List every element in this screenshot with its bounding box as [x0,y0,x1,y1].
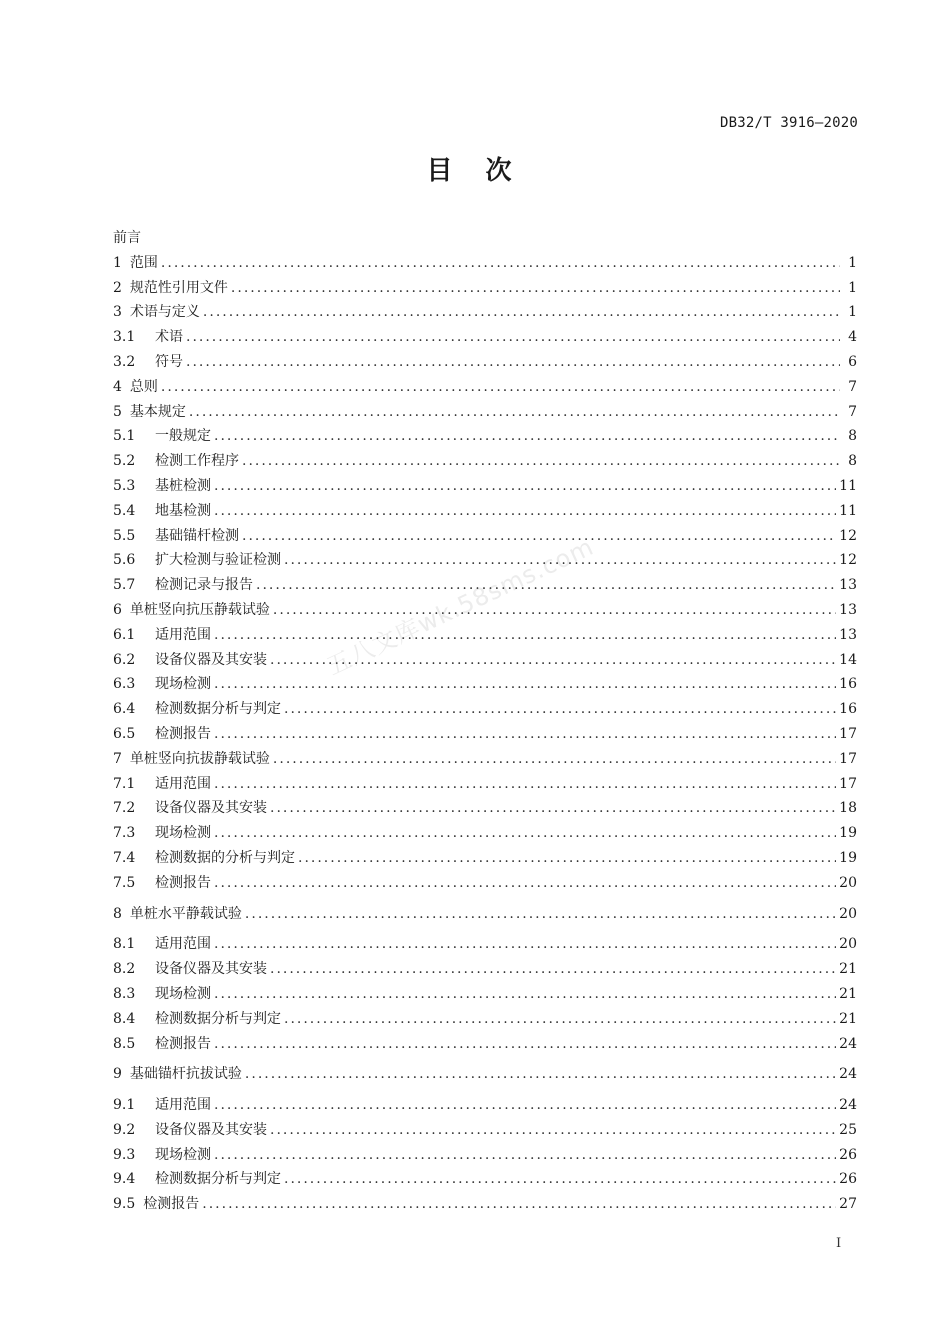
toc-entry-page: 14 [839,651,857,668]
toc-leader-dots [242,449,840,474]
toc-entry-page: 1 [848,304,857,321]
toc-entry-number: 3.1 [113,329,136,346]
toc-entry-label: 设备仪器及其安装 [155,1121,267,1138]
toc-leader-dots [214,871,836,896]
toc-entry-page: 27 [839,1196,857,1213]
toc-entry-label: 设备仪器及其安装 [155,651,267,668]
toc-entry-number: 7.3 [113,825,136,842]
toc-entry-label: 现场检测 [155,825,211,842]
toc-leader-dots [270,1118,836,1143]
toc-entry[interactable] [113,1192,857,1217]
toc-preface-label: 前言 [113,230,141,246]
toc-entry-page: 26 [839,1146,857,1163]
toc-entry-page: 24 [839,1035,857,1052]
toc-entry-number: 5.4 [113,502,136,519]
toc-entry[interactable] [113,957,857,982]
toc-entry-label: 扩大检测与验证检测 [155,552,281,569]
toc-entry-page: 13 [839,601,857,618]
toc-entry-label: 现场检测 [155,1146,211,1163]
page-title: 目 次 [426,156,524,186]
toc-leader-dots [214,982,836,1007]
toc-leader-dots [214,772,836,797]
toc-entry-page: 16 [839,701,857,718]
toc-leader-dots [214,1032,836,1057]
toc-entry[interactable] [113,796,857,821]
toc-entry-page: 7 [848,403,857,420]
toc-entry-label: 适用范围 [155,1097,211,1114]
toc-entry-page: 11 [839,502,857,519]
toc-entry-label: 单桩竖向抗压静载试验 [129,601,270,618]
toc-entry[interactable] [113,982,857,1007]
toc-entry-label: 术语 [155,329,183,346]
toc-entry-page: 21 [839,961,857,978]
toc-leader-dots [202,1192,836,1217]
toc-leader-dots [214,1143,836,1168]
toc-leader-dots [270,796,836,821]
toc-entry-label: 设备仪器及其安装 [155,961,267,978]
toc-entry-number: 8 [113,905,122,922]
toc-entry-number: 5 [113,403,122,420]
toc-entry-number: 9.4 [113,1171,136,1188]
toc-entry-number: 3 [113,304,122,321]
toc-entry[interactable] [113,1118,857,1143]
toc-entry-page: 19 [839,849,857,866]
toc-leader-dots [189,400,840,425]
toc-entry-number: 5.2 [113,453,136,470]
toc-entry-number: 1 [113,254,122,271]
toc-entry-page: 13 [839,577,857,594]
toc-entry[interactable] [113,499,857,524]
toc-leader-dots [214,722,836,747]
toc-leader-dots [273,747,836,772]
toc-leader-dots [214,474,836,499]
toc-entry[interactable] [113,697,857,722]
toc-entry[interactable] [113,424,857,449]
toc-entry-page: 16 [839,676,857,693]
toc-entry-number: 7 [113,750,122,767]
toc-entry-number: 5.5 [113,527,136,544]
toc-entry-page: 17 [839,750,857,767]
toc-entry-page: 6 [848,353,857,370]
toc-entry-label: 单桩竖向抗拔静载试验 [129,750,270,767]
toc-entries [113,251,857,1217]
toc-entry-number: 6.1 [113,626,136,643]
toc-leader-dots [245,1062,836,1087]
toc-entry-label: 检测报告 [155,725,211,742]
toc-entry-label: 适用范围 [155,936,211,953]
toc-entry-label: 检测工作程序 [155,453,239,470]
toc-leader-dots [245,902,836,927]
toc-entry-page: 20 [839,905,857,922]
toc-entry[interactable] [113,1143,857,1168]
toc-entry-number: 8.1 [113,936,136,953]
toc-entry-number: 8.4 [113,1010,136,1027]
toc-entry[interactable] [113,375,857,400]
toc-entry[interactable] [113,251,857,276]
toc-entry-number: 9 [113,1066,122,1083]
toc-entry-number: 6.2 [113,651,136,668]
toc-entry[interactable] [113,1007,857,1032]
toc-entry[interactable] [113,573,857,598]
toc-entry-page: 1 [848,279,857,296]
toc-entry[interactable] [113,722,857,747]
toc-entry-number: 9.3 [113,1146,136,1163]
toc-entry-page: 24 [839,1066,857,1083]
toc-leader-dots [284,1007,836,1032]
toc-entry-number: 2 [113,279,122,296]
toc-entry-label: 设备仪器及其安装 [155,800,267,817]
toc-entry-page: 18 [839,800,857,817]
toc-entry-label: 检测数据的分析与判定 [155,849,295,866]
toc-leader-dots [242,524,836,549]
toc-entry-number: 3.2 [113,353,136,370]
toc-entry-number: 5.3 [113,477,136,494]
toc-entry-page: 17 [839,725,857,742]
toc-entry-page: 21 [839,985,857,1002]
toc-entry-label: 范围 [129,254,158,271]
toc-entry[interactable] [113,672,857,697]
toc-entry-number: 6.5 [113,725,136,742]
toc-entry-label: 适用范围 [155,775,211,792]
toc-entry-page: 1 [848,254,857,271]
toc-entry-number: 5.7 [113,577,136,594]
toc-entry-label: 一般规定 [155,428,211,445]
toc-entry-label: 基桩检测 [155,477,211,494]
toc-entry-page: 7 [848,378,857,395]
toc-leader-dots [256,573,836,598]
toc-leader-dots [270,957,836,982]
toc-entry-number: 8.2 [113,961,136,978]
toc-entry-number: 7.4 [113,849,136,866]
toc-entry-number: 7.1 [113,775,136,792]
toc-entry[interactable] [113,350,857,375]
toc-entry-label: 总则 [129,378,158,395]
toc-entry-page: 11 [839,477,857,494]
toc-entry-label: 基本规定 [129,403,186,420]
toc-entry-page: 8 [848,453,857,470]
toc-entry[interactable] [113,1032,857,1057]
toc-entry-label: 地基检测 [155,502,211,519]
toc-leader-dots [273,598,836,623]
toc-entry-page: 24 [839,1097,857,1114]
toc-entry[interactable] [113,902,857,927]
toc-leader-dots [284,697,836,722]
toc-entry-label: 检测报告 [155,1035,211,1052]
toc-entry-page: 19 [839,825,857,842]
table-of-contents [113,226,857,1217]
toc-leader-dots [214,424,840,449]
toc-entry-label: 检测报告 [155,874,211,891]
toc-entry[interactable] [113,1062,857,1087]
toc-entry-number: 8.3 [113,985,136,1002]
toc-leader-dots [284,1167,836,1192]
toc-leader-dots [270,648,836,673]
toc-entry-page: 20 [839,936,857,953]
page-number: I [836,1236,842,1251]
toc-entry-label: 检测记录与报告 [155,577,253,594]
toc-entry-page: 4 [848,329,857,346]
toc-entry[interactable] [113,449,857,474]
toc-entry-page: 12 [839,552,857,569]
toc-entry-page: 17 [839,775,857,792]
toc-entry-label: 单桩水平静载试验 [129,905,242,922]
toc-entry-number: 7.5 [113,874,136,891]
toc-entry-page: 21 [839,1010,857,1027]
toc-leader-dots [203,300,840,325]
toc-entry-label: 术语与定义 [129,304,200,321]
toc-leader-dots [284,548,836,573]
toc-entry-page: 12 [839,527,857,544]
toc-entry[interactable] [113,846,857,871]
toc-entry-page: 13 [839,626,857,643]
toc-entry-number: 6.4 [113,701,136,718]
toc-leader-dots [298,846,836,871]
toc-entry[interactable] [113,623,857,648]
toc-entry[interactable] [113,932,857,957]
toc-entry-page: 26 [839,1171,857,1188]
toc-entry-label: 检测数据分析与判定 [155,1010,281,1027]
toc-entry-label: 适用范围 [155,626,211,643]
toc-leader-dots [214,932,836,957]
toc-entry[interactable] [113,871,857,896]
toc-entry[interactable] [113,747,857,772]
toc-entry-label: 基础锚杆检测 [155,527,239,544]
toc-leader-dots [214,672,836,697]
toc-entry-label: 检测数据分析与判定 [155,701,281,718]
toc-entry-label: 基础锚杆抗拔试验 [129,1066,242,1083]
toc-entry[interactable] [113,300,857,325]
toc-entry[interactable] [113,772,857,797]
toc-entry[interactable] [113,400,857,425]
toc-entry-number: 9.5 [113,1196,136,1213]
toc-entry[interactable] [113,1167,857,1192]
toc-leader-dots [214,499,836,524]
toc-entry-number: 8.5 [113,1035,136,1052]
toc-entry-page: 20 [839,874,857,891]
toc-leader-dots [214,1093,836,1118]
toc-entry[interactable] [113,821,857,846]
toc-entry-label: 符号 [155,353,183,370]
toc-entry[interactable] [113,598,857,623]
toc-entry-number: 7.2 [113,800,136,817]
toc-leader-dots [231,276,840,301]
toc-entry-number: 6.3 [113,676,136,693]
toc-entry[interactable] [113,648,857,673]
toc-entry-number: 5.6 [113,552,136,569]
toc-entry-page: 8 [848,428,857,445]
toc-entry-number: 9.2 [113,1121,136,1138]
toc-entry[interactable] [113,276,857,301]
toc-leader-dots [214,623,836,648]
toc-entry[interactable] [113,325,857,350]
toc-entry-label: 规范性引用文件 [129,279,228,296]
toc-entry[interactable] [113,474,857,499]
toc-entry-label: 现场检测 [155,985,211,1002]
toc-entry-page: 25 [839,1121,857,1138]
toc-entry-number: 5.1 [113,428,136,445]
toc-preface[interactable] [113,226,857,251]
toc-entry-label: 现场检测 [155,676,211,693]
watermark-text: 五八文库wk.58sms.com [322,532,599,681]
toc-entry-number: 4 [113,378,122,395]
toc-entry-label: 检测报告 [143,1196,200,1213]
toc-leader-dots [214,821,836,846]
toc-entry-number: 6 [113,601,122,618]
toc-leader-dots [161,251,840,276]
toc-entry-label: 检测数据分析与判定 [155,1171,281,1188]
document-code: DB32/T 3916—2020 [719,115,858,131]
toc-leader-dots [186,350,840,375]
toc-entry[interactable] [113,524,857,549]
toc-entry-number: 9.1 [113,1097,136,1114]
toc-entry[interactable] [113,548,857,573]
toc-leader-dots [161,375,840,400]
toc-leader-dots [186,325,840,350]
toc-entry[interactable] [113,1093,857,1118]
